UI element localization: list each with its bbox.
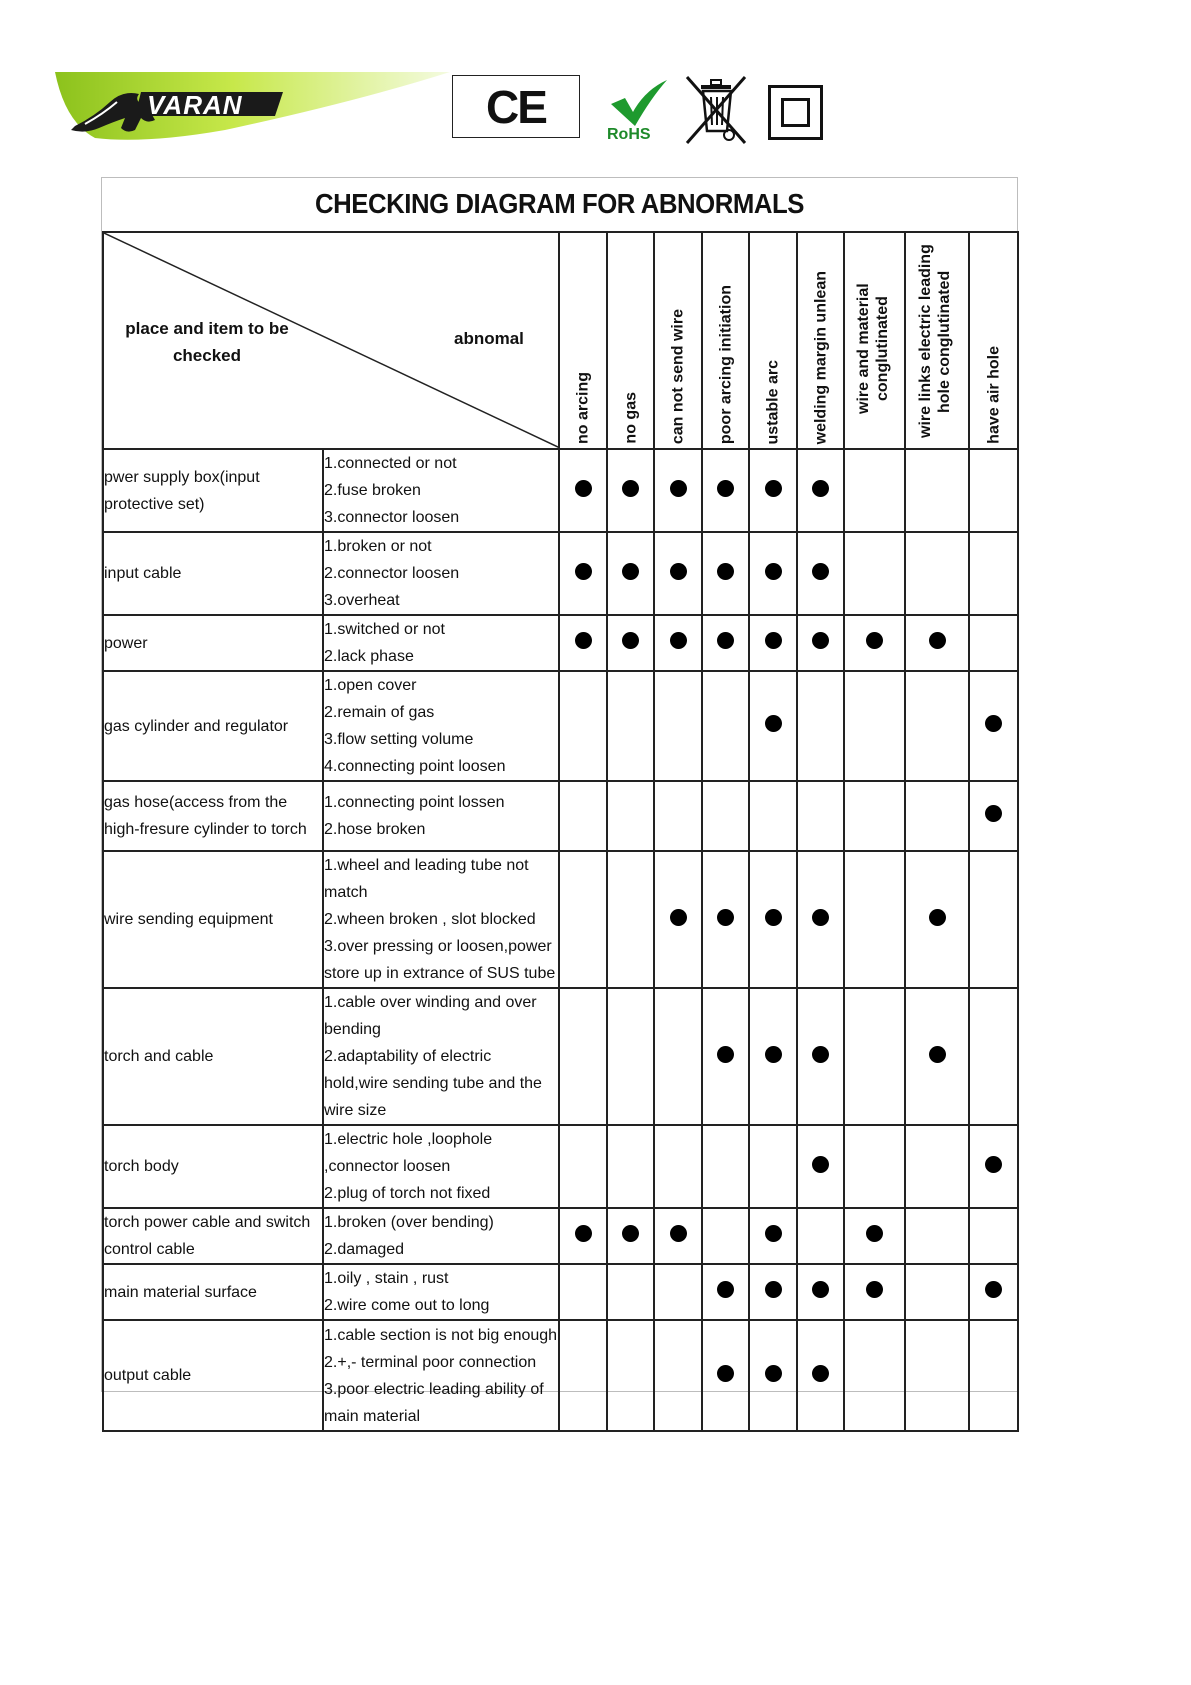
check-item-text: 1.wheel and leading tube not match	[324, 857, 529, 901]
mark-cell	[607, 1208, 654, 1264]
mark-cell	[607, 615, 654, 671]
filled-dot-icon	[670, 909, 687, 926]
column-header	[749, 232, 797, 449]
filled-dot-icon	[575, 632, 592, 649]
check-items-cell	[323, 1208, 559, 1264]
mark-cell	[654, 1208, 702, 1264]
column-header	[607, 232, 654, 449]
column-header	[969, 232, 1018, 449]
mark-cell	[844, 1125, 905, 1208]
check-items-cell	[323, 851, 559, 988]
ce-mark-icon	[452, 75, 580, 138]
filled-dot-icon	[622, 1225, 639, 1242]
mark-cell	[749, 988, 797, 1125]
mark-cell	[844, 532, 905, 615]
filled-dot-icon	[622, 632, 639, 649]
filled-dot-icon	[717, 909, 734, 926]
mark-cell	[654, 615, 702, 671]
corner-left-label: place and item to be checked	[125, 319, 289, 365]
check-items-cell	[323, 781, 559, 851]
mark-cell	[969, 851, 1018, 988]
mark-cell	[969, 615, 1018, 671]
check-item-text: 2.hose broken	[324, 821, 426, 838]
filled-dot-icon	[985, 805, 1002, 822]
filled-dot-icon	[717, 632, 734, 649]
filled-dot-icon	[812, 632, 829, 649]
filled-dot-icon	[985, 715, 1002, 732]
mark-cell	[702, 671, 749, 781]
mark-cell	[749, 449, 797, 532]
filled-dot-icon	[812, 1281, 829, 1298]
check-place-cell: torch power cable and switch control cable	[103, 1208, 323, 1264]
check-item-text: 1.oily , stain , rust	[324, 1270, 449, 1287]
mark-cell	[969, 532, 1018, 615]
mark-cell	[749, 1125, 797, 1208]
mark-cell	[607, 851, 654, 988]
mark-cell	[969, 449, 1018, 532]
filled-dot-icon	[670, 632, 687, 649]
mark-cell	[749, 1208, 797, 1264]
table-body	[103, 449, 1018, 1431]
mark-cell	[654, 1125, 702, 1208]
check-item-text: 3.over pressing or loosen,power store up in extrance of SUS tube	[324, 938, 556, 982]
filled-dot-icon	[929, 1046, 946, 1063]
mark-cell	[654, 671, 702, 781]
filled-dot-icon	[765, 715, 782, 732]
filled-dot-icon	[812, 1046, 829, 1063]
check-place-cell: main material surface	[103, 1264, 323, 1320]
mark-cell	[905, 615, 969, 671]
ce-mark-text: CE	[486, 80, 546, 133]
mark-cell	[797, 532, 844, 615]
check-item-text: 1.switched or not	[324, 621, 445, 638]
check-item-text: 2.damaged	[324, 1241, 405, 1258]
check-item-text: 2.+,- terminal poor connection	[324, 1353, 537, 1371]
column-header-label: welding margin unlean	[812, 270, 829, 444]
mark-cell	[559, 1208, 607, 1264]
filled-dot-icon	[575, 563, 592, 580]
check-item-text: 2.remain of gas	[324, 704, 435, 721]
filled-dot-icon	[812, 1156, 829, 1173]
check-item-text: 1.connecting point lossen	[324, 794, 505, 811]
mark-cell	[702, 851, 749, 988]
filled-dot-icon	[765, 563, 782, 580]
check-item-text: 2.wire come out to long	[324, 1297, 490, 1314]
abnormal-check-table	[102, 231, 1019, 1432]
mark-cell	[797, 449, 844, 532]
mark-cell	[559, 781, 607, 851]
mark-cell	[797, 781, 844, 851]
mark-cell	[607, 781, 654, 851]
check-items-cell	[323, 1125, 559, 1208]
filled-dot-icon	[717, 563, 734, 580]
varan-logo	[55, 72, 450, 142]
check-place-cell: torch body	[103, 1125, 323, 1208]
mark-cell	[702, 1208, 749, 1264]
mark-cell	[559, 532, 607, 615]
filled-dot-icon	[765, 1046, 782, 1063]
check-place-cell: pwer supply box(input protective set)	[103, 449, 323, 532]
mark-cell	[969, 1264, 1018, 1320]
mark-cell	[559, 851, 607, 988]
mark-cell	[559, 1125, 607, 1208]
mark-cell	[654, 988, 702, 1125]
logo-graphic	[55, 72, 450, 142]
check-item-text: 1.broken (over bending)	[324, 1214, 494, 1231]
filled-dot-icon	[985, 1156, 1002, 1173]
mark-cell	[702, 988, 749, 1125]
mark-cell	[905, 532, 969, 615]
check-item-text: 1.cable over winding and over bending	[324, 994, 537, 1038]
mark-cell	[844, 781, 905, 851]
mark-cell	[969, 1208, 1018, 1264]
mark-cell	[844, 851, 905, 988]
mark-cell	[797, 615, 844, 671]
mark-cell	[844, 449, 905, 532]
mark-cell	[654, 781, 702, 851]
filled-dot-icon	[765, 1225, 782, 1242]
column-header-label: wire links electric leading hole conglutinated	[917, 244, 953, 439]
mark-cell	[749, 532, 797, 615]
check-items-cell	[323, 532, 559, 615]
mark-cell	[905, 851, 969, 988]
mark-cell	[797, 851, 844, 988]
table-row	[103, 615, 1018, 671]
check-place-cell: output cable	[103, 1320, 323, 1431]
table-row	[103, 449, 1018, 532]
check-items-cell	[323, 449, 559, 532]
mark-cell	[844, 988, 905, 1125]
mark-cell	[607, 1125, 654, 1208]
column-header-label: ustable arc	[764, 359, 782, 444]
mark-cell	[905, 988, 969, 1125]
check-items-cell	[323, 988, 559, 1125]
filled-dot-icon	[866, 632, 883, 649]
check-item-text: 2.adaptability of electric hold,wire sending tube and the wire size	[324, 1048, 542, 1119]
check-item-text: 2.plug of torch not fixed	[324, 1185, 491, 1202]
mark-cell	[654, 851, 702, 988]
filled-dot-icon	[866, 1225, 883, 1242]
mark-cell	[797, 671, 844, 781]
mark-cell	[702, 1264, 749, 1320]
check-items-cell	[323, 1264, 559, 1320]
column-header-label: have air hole	[985, 346, 1002, 444]
mark-cell	[969, 781, 1018, 851]
filled-dot-icon	[866, 1281, 883, 1298]
mark-cell	[702, 1125, 749, 1208]
check-item-text: 3.overheat	[324, 592, 400, 609]
table-row	[103, 1208, 1018, 1264]
check-place-cell: gas cylinder and regulator	[103, 671, 323, 781]
check-place-cell: input cable	[103, 532, 323, 615]
filled-dot-icon	[765, 480, 782, 497]
mark-cell	[559, 449, 607, 532]
column-header-label: can not send wire	[669, 308, 687, 444]
table-row	[103, 671, 1018, 781]
mark-cell	[797, 1264, 844, 1320]
check-item-text: 1.open cover	[324, 677, 417, 694]
filled-dot-icon	[765, 909, 782, 926]
column-header	[844, 232, 905, 449]
check-item-text: 2.lack phase	[324, 648, 414, 665]
mark-cell	[607, 988, 654, 1125]
column-header-label: no gas	[622, 392, 639, 444]
mark-cell	[702, 449, 749, 532]
mark-cell	[654, 449, 702, 532]
rohs-label: RoHS	[607, 126, 651, 143]
filled-dot-icon	[717, 1281, 734, 1298]
check-item-text: 3.connector loosen	[324, 509, 460, 526]
check-place-cell: power	[103, 615, 323, 671]
mark-cell	[844, 671, 905, 781]
mark-cell	[844, 615, 905, 671]
check-items-cell	[323, 615, 559, 671]
mark-cell	[905, 1208, 969, 1264]
mark-cell	[905, 1264, 969, 1320]
column-header-label: no arcing	[574, 371, 592, 444]
mark-cell	[749, 781, 797, 851]
mark-cell	[607, 449, 654, 532]
rohs-icon	[605, 78, 673, 146]
check-item-text: 3.poor electric leading ability of main material	[324, 1380, 544, 1425]
table-row	[103, 1264, 1018, 1320]
corner-header-cell	[103, 232, 559, 449]
table-row	[103, 851, 1018, 988]
logo-text: VARAN	[147, 90, 243, 120]
mark-cell	[607, 671, 654, 781]
filled-dot-icon	[575, 480, 592, 497]
mark-cell	[559, 988, 607, 1125]
check-item-text: 4.connecting point loosen	[324, 758, 506, 775]
mark-cell	[844, 1208, 905, 1264]
mark-cell	[905, 449, 969, 532]
mark-cell	[607, 532, 654, 615]
filled-dot-icon	[985, 1281, 1002, 1298]
filled-dot-icon	[765, 632, 782, 649]
mark-cell	[749, 1264, 797, 1320]
check-items-cell	[323, 671, 559, 781]
mark-cell	[559, 1264, 607, 1320]
mark-cell	[844, 1264, 905, 1320]
mark-cell	[559, 671, 607, 781]
check-item-text: 1.cable section is not big enough	[324, 1326, 558, 1344]
rohs-check-icon	[605, 78, 673, 128]
mark-cell	[969, 671, 1018, 781]
check-item-text: 1.connected or not	[324, 455, 457, 472]
check-item-text: 2.connector loosen	[324, 565, 460, 582]
double-insulation-icon	[768, 85, 823, 140]
filled-dot-icon	[670, 480, 687, 497]
filled-dot-icon	[717, 480, 734, 497]
check-item-text: 3.flow setting volume	[324, 731, 474, 748]
column-header	[559, 232, 607, 449]
table-row	[103, 532, 1018, 615]
sheet-bottom-strip	[102, 1369, 1017, 1391]
mark-cell	[905, 671, 969, 781]
check-item-text: 1.broken or not	[324, 538, 432, 555]
filled-dot-icon	[622, 563, 639, 580]
mark-cell	[797, 988, 844, 1125]
mark-cell	[797, 1208, 844, 1264]
mark-cell	[654, 1264, 702, 1320]
mark-cell	[702, 532, 749, 615]
checking-diagram-sheet	[101, 177, 1018, 1425]
mark-cell	[749, 851, 797, 988]
table-row	[103, 1125, 1018, 1208]
mark-cell	[749, 615, 797, 671]
mark-cell	[654, 532, 702, 615]
filled-dot-icon	[670, 1225, 687, 1242]
corner-right-label: abnomal	[454, 329, 524, 348]
check-item-text: 2.wheen broken , slot blocked	[324, 911, 536, 928]
column-header	[654, 232, 702, 449]
mark-cell	[702, 781, 749, 851]
page-header	[0, 0, 1191, 160]
mark-cell	[607, 1264, 654, 1320]
filled-dot-icon	[717, 1046, 734, 1063]
mark-cell	[969, 1125, 1018, 1208]
table-header-row	[103, 232, 1018, 449]
mark-cell	[797, 1125, 844, 1208]
column-header-label: poor arcing initiation	[717, 284, 734, 444]
mark-cell	[969, 988, 1018, 1125]
mark-cell	[702, 615, 749, 671]
check-place-cell: gas hose(access from the high-fresure cylinder to torch	[103, 781, 323, 851]
mark-cell	[559, 615, 607, 671]
filled-dot-icon	[929, 909, 946, 926]
check-item-text: 2.fuse broken	[324, 482, 421, 499]
check-item-text: 1.electric hole ,loophole ,connector loosen	[324, 1131, 493, 1175]
filled-dot-icon	[575, 1225, 592, 1242]
diagram-title: CHECKING DIAGRAM FOR ABNORMALS	[315, 188, 804, 219]
mark-cell	[905, 781, 969, 851]
table-row	[103, 781, 1018, 851]
filled-dot-icon	[670, 563, 687, 580]
filled-dot-icon	[929, 632, 946, 649]
check-place-cell: wire sending equipment	[103, 851, 323, 988]
check-place-cell: torch and cable	[103, 988, 323, 1125]
mark-cell	[905, 1125, 969, 1208]
filled-dot-icon	[812, 563, 829, 580]
column-header	[702, 232, 749, 449]
column-header-label: wire and material conglutinated	[854, 283, 891, 415]
filled-dot-icon	[622, 480, 639, 497]
weee-bin-icon	[683, 73, 751, 145]
filled-dot-icon	[812, 909, 829, 926]
filled-dot-icon	[812, 480, 829, 497]
table-row	[103, 988, 1018, 1125]
filled-dot-icon	[765, 1281, 782, 1298]
mark-cell	[749, 671, 797, 781]
column-header	[905, 232, 969, 449]
column-header	[797, 232, 844, 449]
